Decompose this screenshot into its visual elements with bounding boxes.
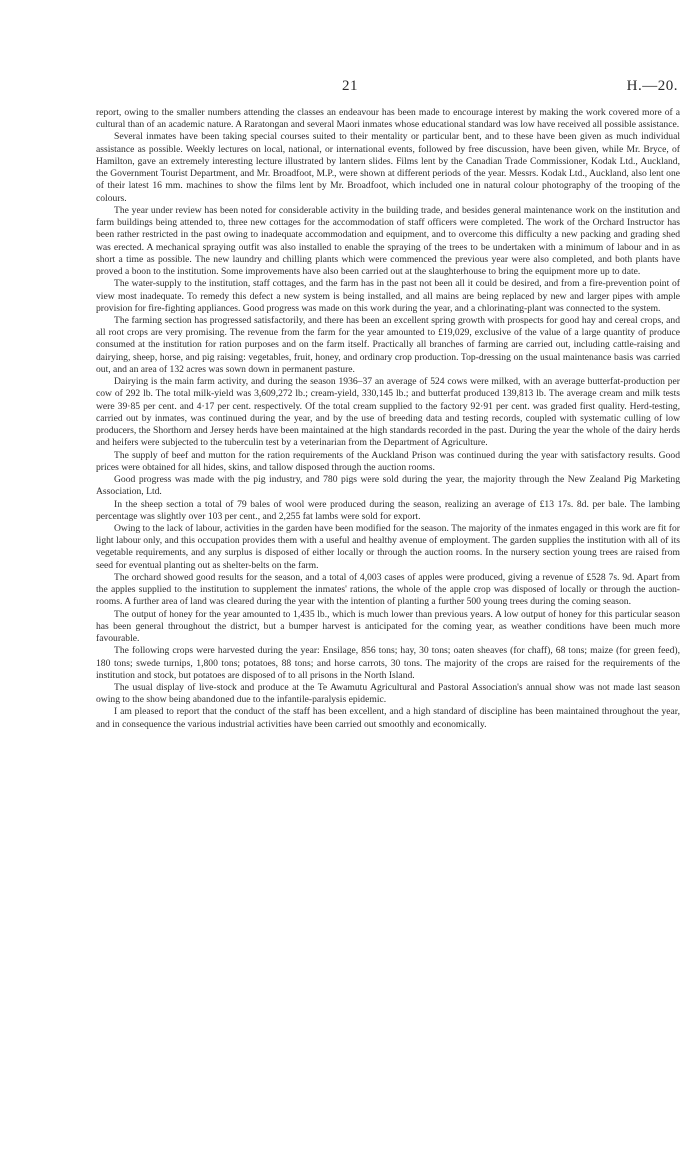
document-reference: H.—20.: [626, 78, 678, 94]
paragraph-show-display: The usual display of live-stock and produce at the Te Awamutu Agricultural and Pastoral Association's annual show was not made last season owing to the show being abandoned due to the infantile-paralysis epidemic.: [96, 682, 680, 706]
paragraph-education-continued: report, owing to the smaller numbers attending the classes an endeavour has been made to encourage interest by making the work covered more of a cultural than of an academic nature. A Raratongan and several Maori inmates whose educational standard was low have received all possible assistance.: [96, 107, 680, 131]
document-page: [96, 78, 680, 731]
body-text: [96, 107, 680, 731]
paragraph-garden: Owing to the lack of labour, activities in the garden have been modified for the season. The majority of the inmates engaged in this work are fit for light labour only, and this occupation provides them with a useful and healthy avenue of employment. The garden supplies the institution with all of its vegetable requirements, and any surplus is disposed of either locally or through the auction rooms. In the nursery section young trees are raised from seed for eventual planting out as shelter-belts on the farm.: [96, 522, 680, 571]
paragraph-water-supply: The water-supply to the institution, staff cottages, and the farm has in the past not been all it could be desired, and from a fire-prevention point of view most inadequate. To remedy this defect a new system is being installed, and all mains are being replaced by new and larger pipes with ample provision for fire-fighting appliances. Good progress was made on this work during the year, and a chlorinating-plant was connected to the system.: [96, 278, 680, 314]
page-number: 21: [342, 78, 358, 94]
paragraph-orchard: The orchard showed good results for the season, and a total of 4,003 cases of apples were produced, giving a revenue of £528 7s. 9d. Apart from the apples supplied to the institution to supplement the inmates' rations, the whole of the apple crop was disposed of locally or through the auction-rooms. A further area of land was cleared during the year with the intention of planting a further 500 young trees during the coming season.: [96, 571, 680, 608]
page-header: [96, 78, 680, 100]
paragraph-sheep-section: In the sheep section a total of 79 bales of wool were produced during the season, realizing an average of £13 17s. 8d. per bale. The lambing percentage was slightly over 103 per cent., and 2,255 fat lambs were sold for export.: [96, 498, 680, 522]
paragraph-staff-conduct: I am pleased to report that the conduct of the staff has been excellent, and a high standard of discipline has been maintained throughout the year, and in consequence the various industrial activities have been carried out smoothly and economically.: [96, 706, 680, 730]
paragraph-building-trade: The year under review has been noted for considerable activity in the building trade, and besides general maintenance work on the institution and farm buildings being attended to, three new cottages for the accommodation of staff officers were completed. The work of the Orchard Instructor has been rather restricted in the past owing to inadequate accommodation and equipment, and to overcome this difficulty a new packing and grading shed was erected. A mechanical spraying outfit was also installed to enable the spraying of the trees to be undertaken with a minimum of labour and in as short a time as possible. The new laundry and chilling plants which were commenced the previous year were also completed, and both plants have proved a boon to the institution. Some improvements have also been carried out at the slaughterhouse to bring the equipment more up to date.: [96, 204, 680, 278]
paragraph-pig-industry: Good progress was made with the pig industry, and 780 pigs were sold during the year, the majority through the New Zealand Pig Marketing Association, Ltd.: [96, 474, 680, 498]
paragraph-crops: The following crops were harvested during the year: Ensilage, 856 tons; hay, 30 tons; oaten sheaves (for chaff), 68 tons; maize (for green feed), 180 tons; swede turnips, 1,800 tons; potatoes, 88 tons; and horse carrots, 30 tons. The majority of the crops are raised for the requirements of the institution and stock, but potatoes are disposed of to all prisons in the North Island.: [96, 645, 680, 681]
paragraph-honey: The output of honey for the year amounted to 1,435 lb., which is much lower than previous years. A low output of honey for this particular season has been general throughout the district, but a bumper harvest is anticipated for the coming year, as weather conditions have been much more favourable.: [96, 608, 680, 645]
paragraph-dairying: Dairying is the main farm activity, and during the season 1936–37 an average of 524 cows were milked, with an average butterfat-production per cow of 292 lb. The total milk-yield was 3,609,272 lb.; cream-yield, 330,145 lb.; and butterfat produced 139,813 lb. The average cream and milk tests were 39·85 per cent. and 4·17 per cent. respectively. Of the total cream supplied to the factory 92·91 per cent. was graded first quality. Herd-testing, carried out by inmates, was continued during the year, and by the use of breeding data and testing records, coupled with systematic culling of low producers, the Shorthorn and Jersey herds have been maintained at the high standards recorded in the past. During the year the whole of the dairy herds and heifers were subjected to the tuberculin test by a veterinarian from the Department of Agriculture.: [96, 376, 680, 449]
paragraph-farming-section: The farming section has progressed satisfactorily, and there has been an excellent spring growth with prospects for good hay and cereal crops, and all root crops are very promising. The revenue from the farm for the year amounted to £19,029, exclusive of the value of a large quantity of produce consumed at the institution for ration purposes and on the farm itself. Practically all branches of farming are carried out, including cattle-raising and dairying, sheep, horse, and pig raising: vegetables, fruit, honey, and ordinary crop production. Top-dressing on the usual maintenance basis was carried out, and an area of 132 acres was sown down in permanent pasture.: [96, 314, 680, 375]
paragraph-beef-mutton: The supply of beef and mutton for the ration requirements of the Auckland Prison was continued during the year with satisfactory results. Good prices were obtained for all hides, skins, and tallow disposed through the auction rooms.: [96, 449, 680, 473]
paragraph-special-courses: Several inmates have been taking special courses suited to their mentality or particular bent, and to these have been given as much individual assistance as possible. Weekly lectures on local, national, or international events, followed by free discussion, have been given, while Mr. Bryce, of Hamilton, gave an extremely interesting lecture illustrated by lantern slides. Films lent by the Canadian Trade Commissioner, Kodak Ltd., Auckland, the Government Tourist Department, and Mr. Broadfoot, M.P., were shown at different periods of the year. Messrs. Kodak Ltd., Auckland, also lent one of their latest 16 mm. machines to show the films lent by Mr. Broadfoot, which included one in natural colour photography of the trooping of the colours.: [96, 131, 680, 204]
